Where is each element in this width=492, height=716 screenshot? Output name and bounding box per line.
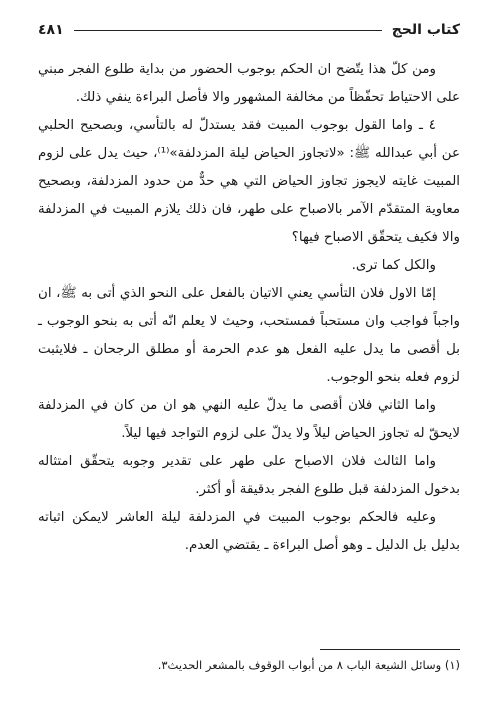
book-title: كتاب الحج — [391, 22, 460, 38]
paragraph-conclusion-precaution: ومن كلّ هذا يتّضح ان الحكم بوجوب الحضور من بداية طلوع الفجر مبني على الاحتياط تحفّظاً من مخالفة المشهور والا فأصل البراءة ينفي ذلك. — [38, 62, 460, 105]
paragraph-all-as-you-see: والكل كما ترى. — [351, 258, 436, 273]
page-number: ٤٨١ — [38, 22, 64, 38]
paragraph-first-response: إمّا الاول فلان التأسي يعني الاتيان بالفعل على النحو الذي أتى به ﷺ، ان واجباً فواجب وان مستحباً فمستحب، وحيث لا يعلم انّه أتى به بنحو الوجوب ـ بل أقصى ما يدل عليه الفعل هو عدم الحرمة أو مطلق الرجحان ـ فلايثبت لزوم فعله بنحو الوجوب. — [38, 286, 460, 385]
paragraph-third-response: واما الثالث فلان الاصباح على طهر على تقدير وجوبه يتحقّق امتثاله بدخول المزدلفة قبل طلوع الفجر بدقيقة أو أكثر. — [38, 454, 460, 497]
paragraph-final-ruling: وعليه فالحكم بوجوب المبيت في المزدلفة ليلة العاشر لايمكن اثباته بدليل بل الدليل ـ وهو أصل البراءة ـ يقتضي العدم. — [38, 510, 460, 553]
page-header — [38, 18, 460, 42]
footnote: (١) وسائل الشيعة الباب ٨ من أبواب الوقوف بالمشعر الحديث٣. — [157, 658, 460, 672]
footnote-rule — [320, 649, 460, 650]
body-text — [38, 56, 460, 560]
paragraph-second-response: واما الثاني فلان أقصى ما يدلّ عليه النهي هو ان من كان في المزدلفة لايحقّ له تجاوز الحياض ليلاً ولا يدلّ على لزوم التواجد فيها ليلاً. — [38, 398, 460, 441]
paragraph-point-four: ٤ ـ واما القول بوجوب المبيت فقد يستدلّ له بالتأسي، وبصحيح الحلبي عن أبي عبدالله ﷺ: «لاتجاوز الحياض ليلة المزدلفة»⁽¹⁾، حيث يدل على لزوم المبيت غايته لايجوز تجاوز الحياض التي هي حدٌّ من حدود المزدلفة، وبصحيح معاوية المتقدّم الآمر بالاصباح على طهر، فان ذلك يلازم المبيت في المزدلفة والا فكيف يتحقّق الاصباح فيها؟ — [38, 118, 460, 245]
header-rule — [74, 30, 382, 31]
